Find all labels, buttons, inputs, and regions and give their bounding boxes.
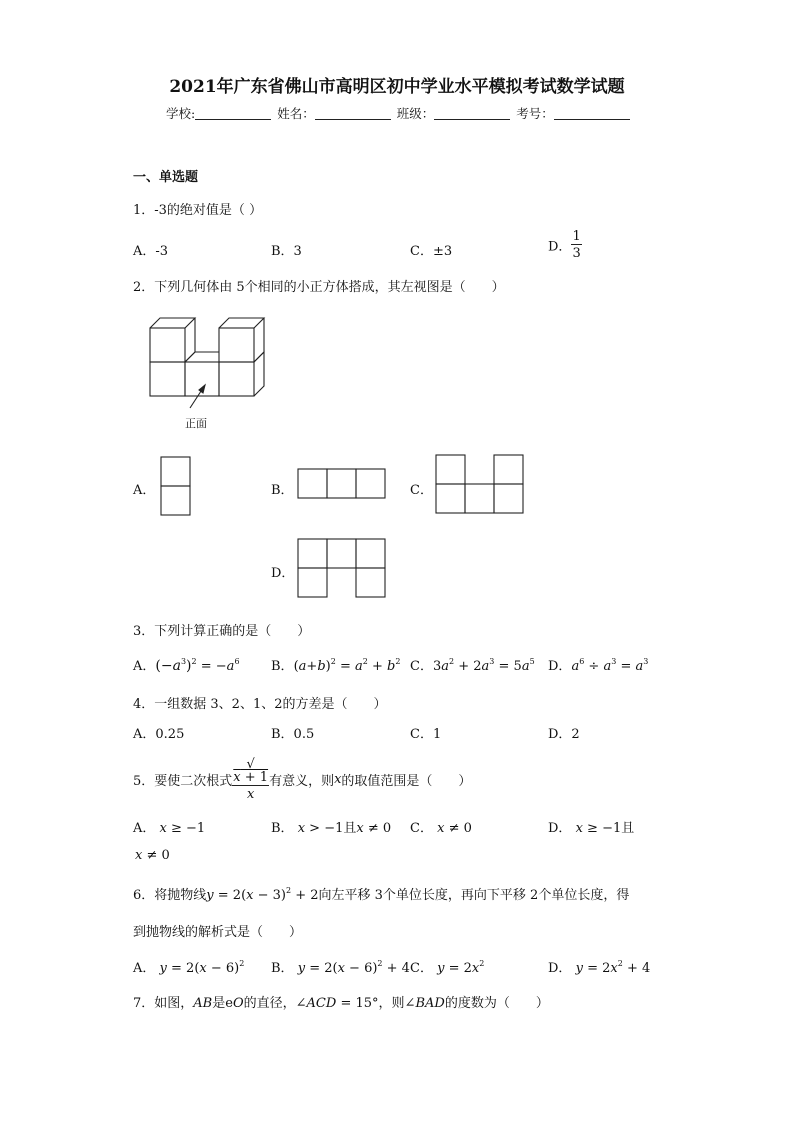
q6-option-c: C． $y = 2x^2$ [410,959,485,976]
q5-option-a: A． x ≥ −1 [133,821,206,836]
q2-solid-figure [145,310,275,435]
q3-option-d: D．$a^6 \div a^3 = a^3$ [548,657,649,674]
q7-stem: 7．如图，AB是eO的直径，∠ACD = 15°，则∠BAD的度数为（ ） [133,996,549,1011]
q4-option-b: B．0.5 [271,727,315,742]
class-blank[interactable] [434,107,510,120]
q5-option-b: B． x > −1且x ≠ 0 [271,821,392,836]
q2-option-b-figure [297,468,389,500]
q2-option-a-figure [160,456,192,518]
section-heading: 一、单选题 [133,170,199,185]
school-blank[interactable] [195,107,271,120]
q2-option-c-figure [435,454,527,516]
name-label: 姓名： [277,106,315,121]
student-info-line [166,104,632,122]
q5-stem: 5．要使二次根式 √ x + 1 x 有意义，则x的取值范围是（ ） [133,757,472,802]
q4-stem: 4．一组数据 3、2、1、2的方差是（ ） [133,697,387,712]
q6-option-d: D． $y = 2x^2 + 4$ [548,959,651,976]
q1-option-d: D． $\frac{1}{3}$ [548,229,581,261]
page-title: 2021年广东省佛山市高明区初中学业水平模拟考试数学试题 [169,77,625,97]
q1-stem: 1．-3的绝对值是（ ） [133,203,263,218]
q4-option-c: C．1 [410,727,442,742]
q3-stem: 3．下列计算正确的是（ ） [133,624,311,639]
q2-option-c: C． [410,483,433,498]
q3-option-a: A．$(-a^3)^2 = -a^6$ [133,657,240,674]
q2-option-d: D． [271,566,295,581]
q5-option-c: C． x ≠ 0 [410,821,472,836]
q6-stem-line2: 到抛物线的解析式是（ ） [133,925,303,940]
q5-radical-fraction: √ x + 1 x [233,757,269,802]
number-blank[interactable] [554,107,630,120]
q2-option-a: A． [133,483,156,498]
front-label: 正面 [185,417,207,430]
q6-option-a: A． $y = 2(x - 6)^2$ [133,959,245,976]
name-blank[interactable] [315,107,391,120]
q1-option-c: C．±3 [410,244,453,259]
q2-option-b: B． [271,483,294,498]
q6-option-b: B． $y = 2(x - 6)^2 + 4$ [271,959,410,976]
school-label: 学校: [166,106,196,121]
q1-option-a: A．-3 [133,244,169,259]
q6-stem: 6．将抛物线$y = 2(x - 3)^2 + 2$向左平移 3个单位长度，再向下平移 2个单位长度，得 [133,886,630,903]
q3-option-b: B．$(a+b)^2 = a^2 + b^2$ [271,657,401,674]
q3-option-c: C．$3a^2 + 2a^3 = 5a^5$ [410,657,535,674]
q5-option-d: D． x ≥ −1且 [548,821,635,836]
q2-option-d-figure [297,538,389,600]
q1-option-b: B．3 [271,244,302,259]
class-label: 班级： [396,106,435,121]
number-label: 考号： [516,106,554,121]
q4-option-d: D．2 [548,727,580,742]
q2-stem: 2．下列几何体由 5个相同的小正方体搭成，其左视图是（ ） [133,280,505,295]
q4-option-a: A．0.25 [133,727,185,742]
q1-d-fraction: $\frac{1}{3}$ [572,229,581,261]
q5-option-d-cont: x ≠ 0 [135,848,170,863]
